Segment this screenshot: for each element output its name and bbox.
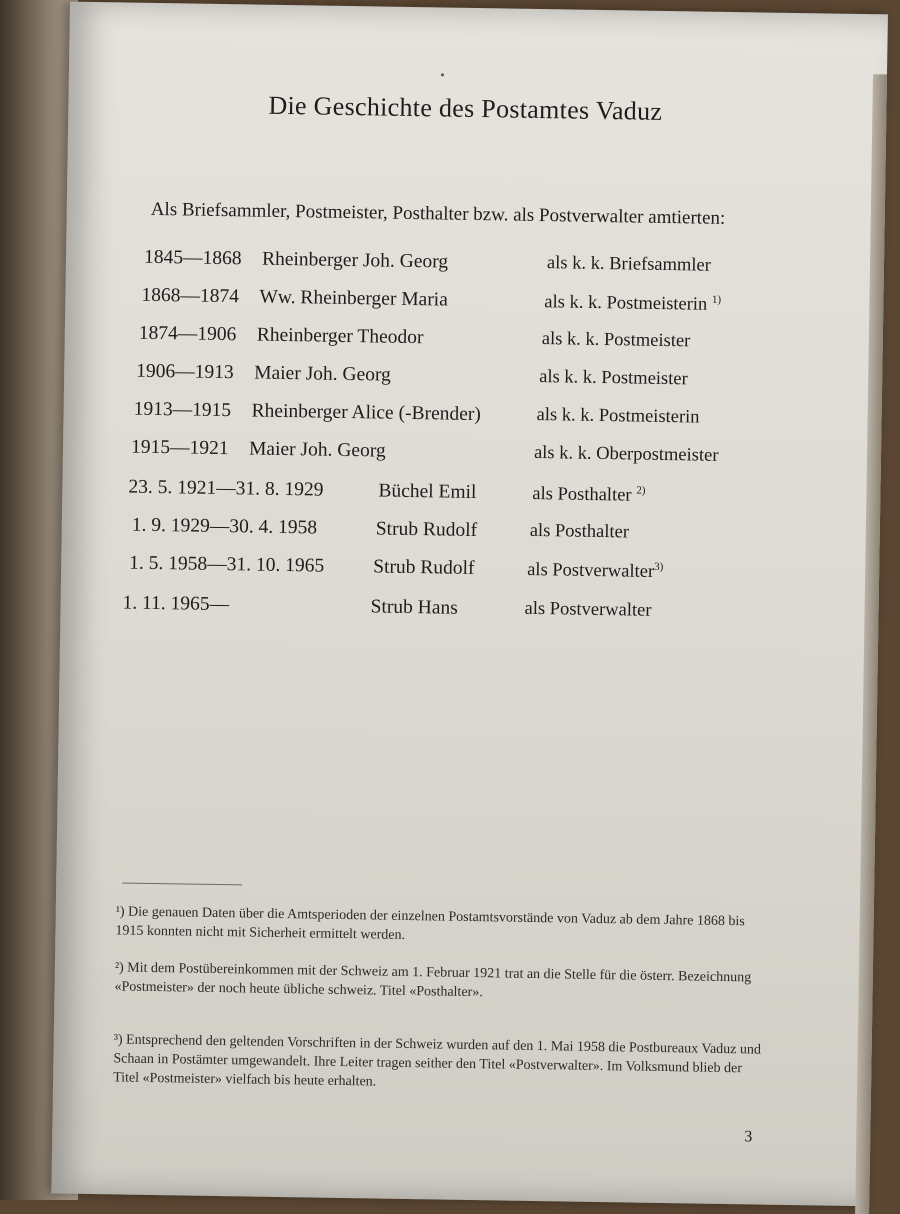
footnote-ref: 3) [654,560,664,573]
role: als k. k. Postmeisterin $^{1)}$ [544,292,722,315]
footnote-ref: 1) [711,293,722,306]
name: Maier Joh. Georg [248,438,386,462]
footnote-ref: 2) [636,484,646,497]
speck [441,73,444,76]
intro-text: Als Briefsammler, Postmeister, Posthalter bzw. als Postverwalter amtierten: [150,198,726,229]
footnote-1: ¹) Die genauen Daten über die Amtsperioden der einzelnen Postamtsvorstände von Vaduz ab dem Jahre 1868 bis 1915 konnten nicht mit Sicherheit ermittelt werden. [115,904,745,943]
page-number: 3 [744,1128,753,1146]
role: als Postverwalter$^{3)}$ [527,559,664,582]
name: Rheinberger Theodor [256,324,424,349]
role: als Postverwalter [524,598,652,621]
name: Büchel Emil [378,480,477,504]
footnote-2: ²) Mit dem Postübereinkommen mit der Schweiz am 1. Februar 1921 trat an die Stelle für die österr. Bezeichnung «Postmeister» der noch heute übliche schweiz. Titel «Posthalter». [114,960,752,1001]
period: 1913—1915 [133,398,232,422]
period: 23. 5. 1921—31. 8. 1929 [128,476,324,501]
role: als k. k. Postmeisterin [536,404,700,428]
role: als k. k. Briefsammler [546,253,712,276]
footnote-3: ³) Entsprechend den geltenden Vorschriften in der Schweiz wurden auf den 1. Mai 1958 die Postbureaux Vaduz und Schaan in Postämter umgewandelt. Ihre Leiter tragen seither den Titel «Postverwalter». Im Volksmund blieb der Titel «Postmeister» vielfach bis heute erhalten. [113,1032,762,1090]
name: Rheinberger Joh. Georg [261,248,449,273]
role: als Posthalter $^{2)}$ [532,484,646,506]
name: Strub Rudolf [373,556,475,579]
footnote-divider [122,883,242,886]
page-edge [855,74,887,1214]
period: 1906—1913 [136,360,234,384]
period: 1. 5. 1958—31. 10. 1965 [129,552,325,577]
name: Ww. Rheinberger Maria [259,286,449,311]
period: 1. 11. 1965— [122,592,230,616]
role: als k. k. Postmeister [541,329,691,352]
name: Rheinberger Alice (-Brender) [251,400,481,426]
period: 1845—1868 [143,246,242,270]
role: als k. k. Postmeister [539,366,688,390]
period: 1. 9. 1929—30. 4. 1958 [131,514,318,539]
name: Maier Joh. Georg [254,362,392,386]
book-page [51,2,888,1207]
page-title: Die Geschichte des Postamtes Vaduz [268,90,663,126]
role: als k. k. Oberpostmeister [533,442,719,466]
name: Strub Rudolf [375,518,478,542]
period: 1915—1921 [130,436,229,460]
period: 1868—1874 [141,284,240,308]
role: als Posthalter [529,520,630,543]
name: Strub Hans [370,596,458,619]
period: 1874—1906 [138,322,237,346]
